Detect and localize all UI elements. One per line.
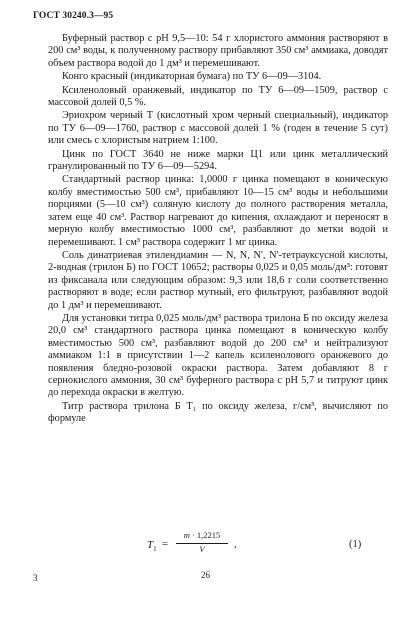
paragraph-xylenol-orange: Ксиленоловый оранжевый, индикатор по ТУ 6—09—1509, раствор с массовой долей 0,5 %. <box>48 84 388 109</box>
document-header: ГОСТ 30240.3—95 <box>33 11 114 21</box>
formula-1 <box>0 528 419 568</box>
paragraph-trilon-b: Соль динатриевая этилендиамин — N, N, N', N'-тетрауксусной кислоты, 2-водная (трилон Б) по ГОСТ 10652; растворы 0,025 и 0,05 моль/дм³: готовят из фиксанала или следующим образом: 9,3 или 18,6 г соли соответственно растворяют в воде; если раствор мутный, его фильтруют, разбавляют водой до 1 дм³ и перемешивают. <box>48 249 388 311</box>
page-number: 26 <box>201 570 210 580</box>
formula-numerator <box>172 530 232 542</box>
formula-lhs-symbol: T <box>147 539 154 551</box>
formula-denominator: V <box>199 544 205 554</box>
paragraph-standard-zinc-solution: Стандартный раствор цинка: 1,0000 г цинка помещают в коническую колбу вместимостью 500 см³, прибавляют 10—15 см³ воды и небольшими порциями (5—10 см³) соляную кислоту до полного растворения металла, затем еще 40 см³. Раствор нагревают до кипения, охлаждают и переносят в мерную колбу вместимостью 1000 см³, разбавляют до метки водой и перемешивают. 1 см³ раствора содержит 1 мг цинка. <box>48 174 388 248</box>
paragraph-zinc: Цинк по ГОСТ 3640 не ниже марки Ц1 или цинк металлический гранулированный по ТУ 6—09—5294. <box>48 148 388 173</box>
paragraph-congo-red: Конго красный (индикаторная бумага) по ТУ 6—09—3104. <box>62 71 322 83</box>
formula-fraction <box>172 530 232 556</box>
formula-number: (1) <box>349 539 362 550</box>
formula-numerator-var: m <box>183 530 190 540</box>
formula-lhs-subscript: 1 <box>153 545 157 554</box>
formula-equals: = <box>162 539 168 550</box>
document-body <box>48 33 388 427</box>
footer-left-mark: 3 <box>33 573 38 583</box>
formula-numerator-rest: · 1,2215 <box>189 530 221 540</box>
paragraph-buffer-solution: Буферный раствор с pH 9,5—10: 54 г хлористого аммония растворяют в 200 см³ воды, к полученному раствору прибавляют 350 см³ аммиака, доводят объем раствора водой до 1 дм³ и перемешивают. <box>48 33 388 69</box>
formula-lhs <box>147 539 157 553</box>
paragraph-titer-setup: Для установки титра 0,025 моль/дм³ раствора трилона Б по оксиду железа 20,0 см³ стандартного раствора цинка помещают в коническую колбу вместимостью 500 см³, разбавляют водой до 200 см³ и нейтрализуют аммиаком 1:1 в присутствии 1—2 капель ксиленолового оранжевого до появления бледно-розовой окраски раствора. Затем добавляют 8 г сернокислого аммония, 30 см³ буферного раствора с pH 5,7 и титруют цинк до перехода окраски в желтую. <box>48 312 388 399</box>
paragraph-eriochrome-black: Эриохром черный Т (кислотный хром черный специальный), индикатор по ТУ 6—09—1760, раствор с массовой долей 1 % (годен в течение 5 сут) или смесь с хлористым натрием 1:100. <box>48 110 388 147</box>
formula-trailing-comma: , <box>234 539 237 550</box>
paragraph-titer-formula-intro: Титр раствора трилона Б T₁ по оксиду железа, г/см³, вычисляют по формуле <box>48 400 388 425</box>
